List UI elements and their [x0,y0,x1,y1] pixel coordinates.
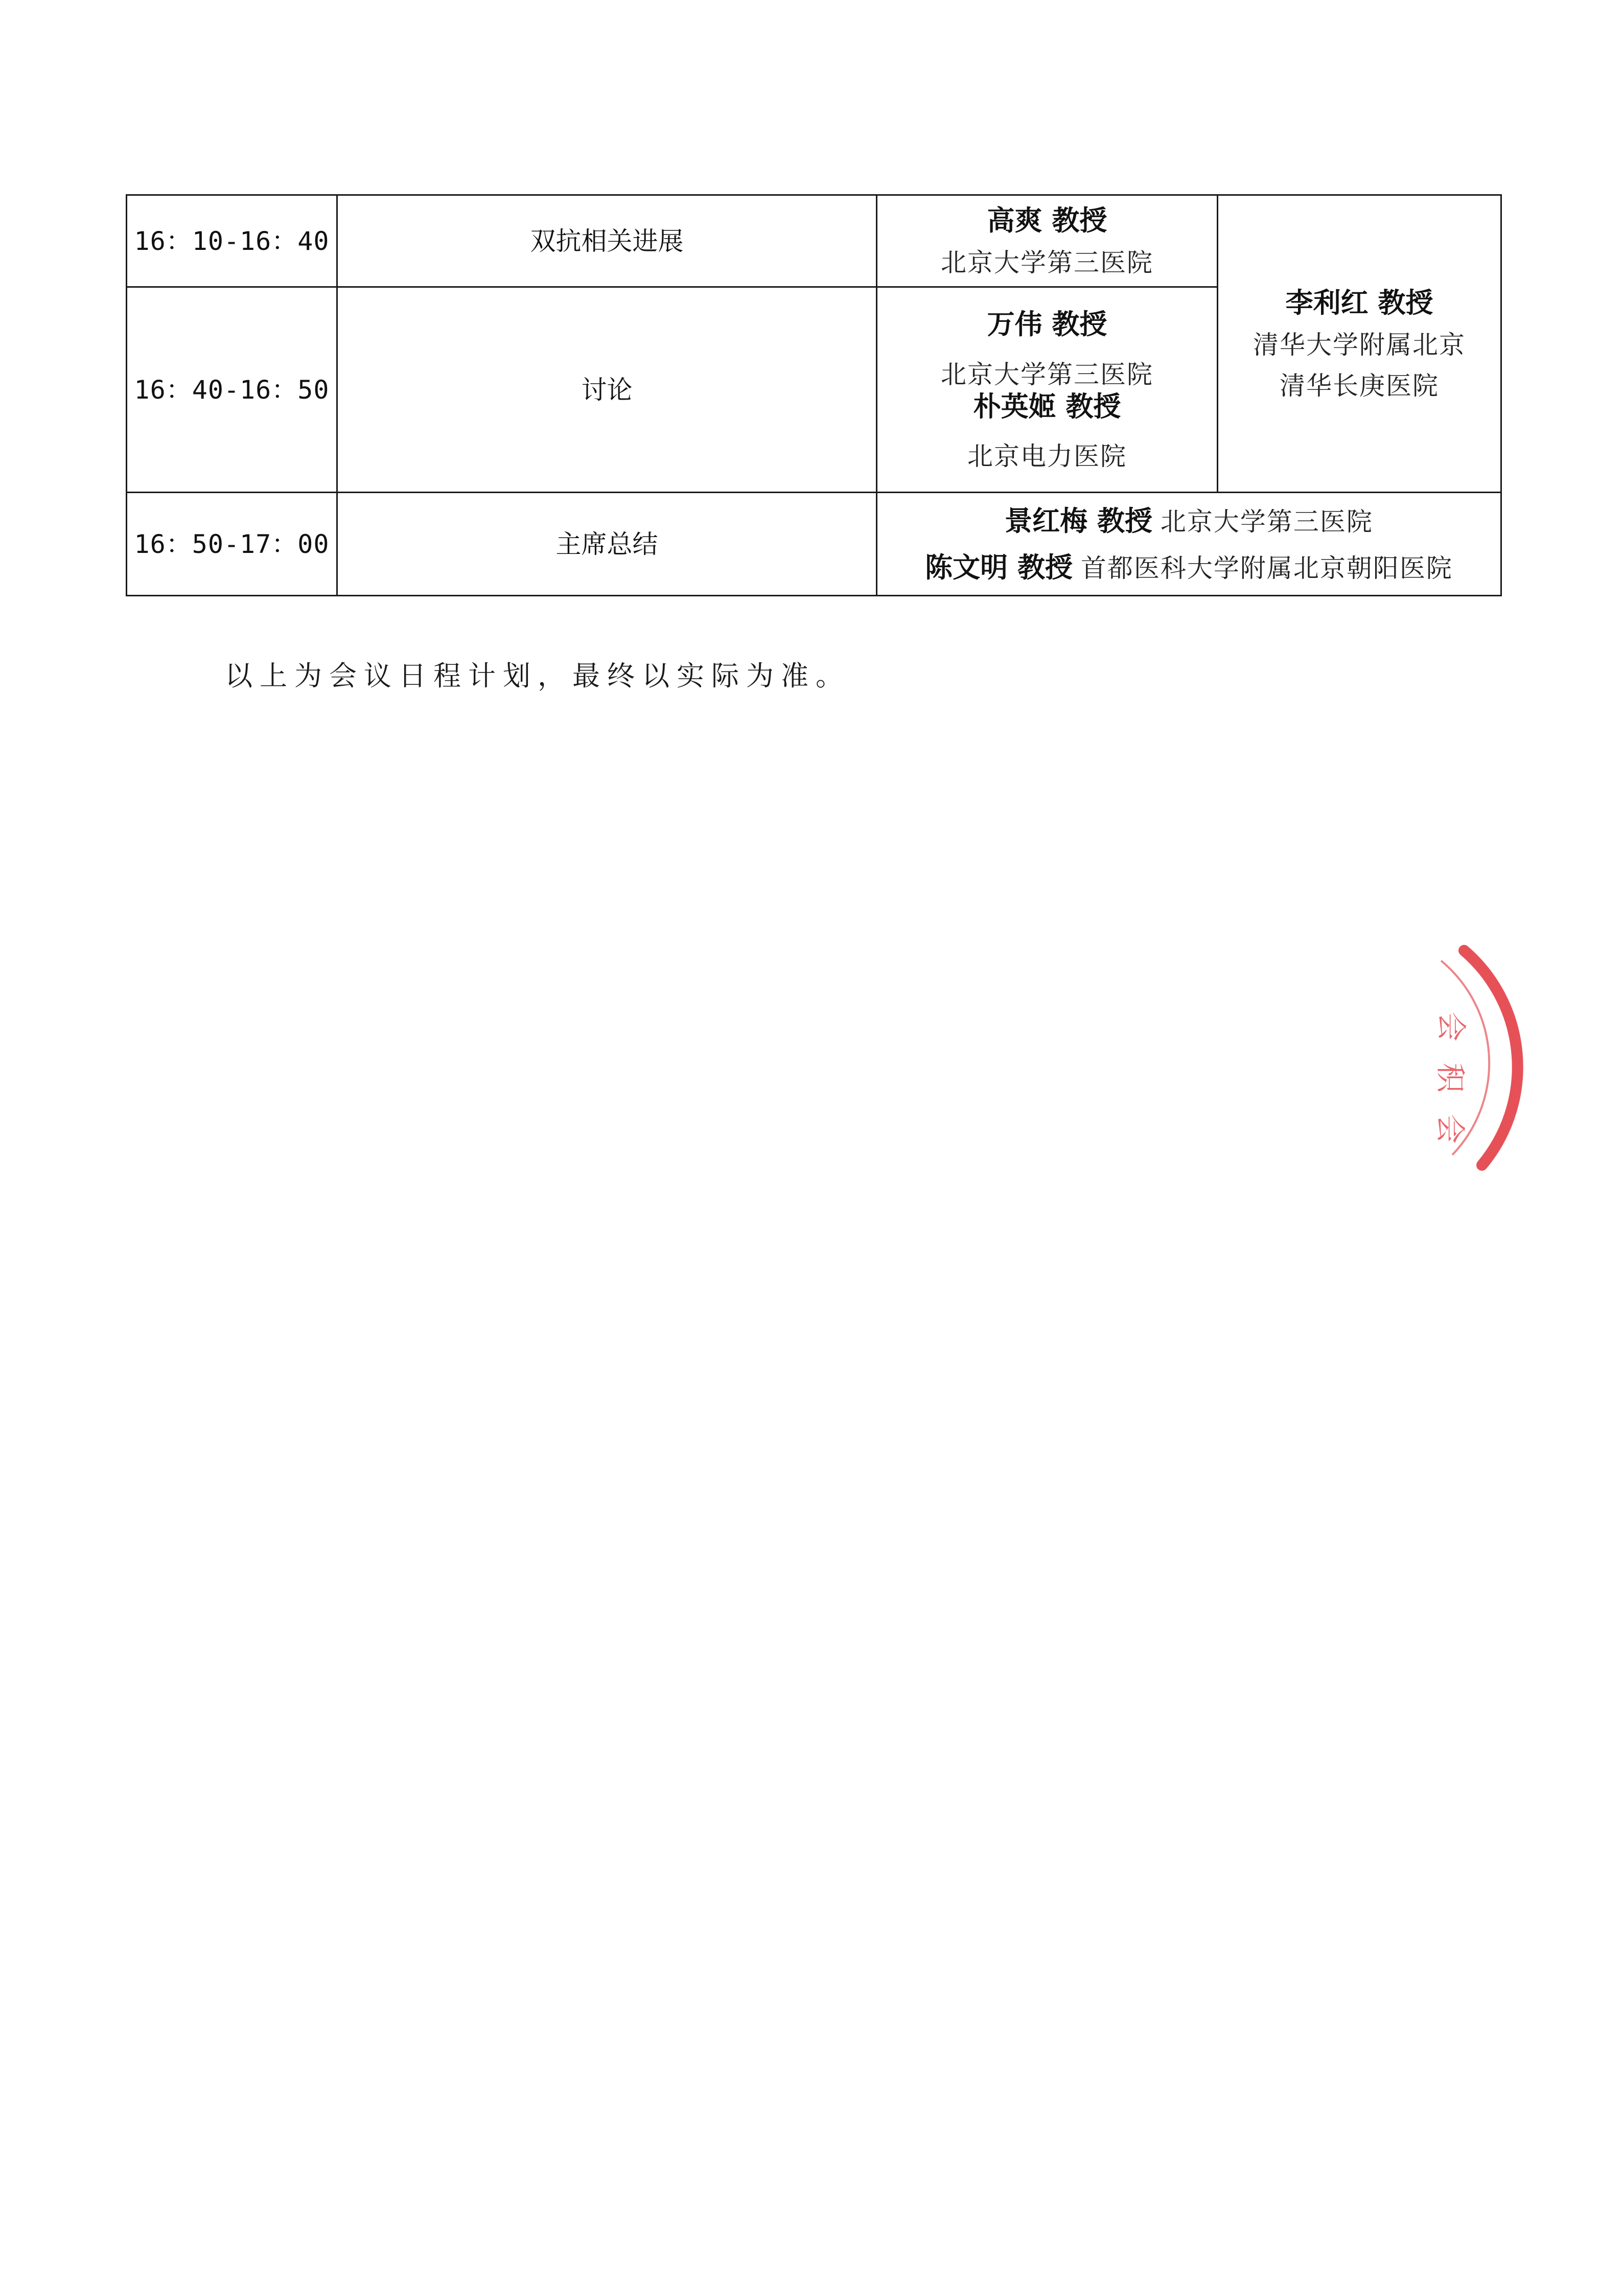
table-row [127,493,1501,596]
session-time: 16：10-16：40 [127,195,337,287]
chair-affiliation-line2: 清华长庚医院 [1280,370,1439,401]
speaker-name: 陈文明 教授 [925,550,1073,584]
session-topic: 双抗相关进展 [337,195,877,287]
summary-speaker-line [877,551,1500,584]
summary-speakers-cell [877,493,1501,596]
speaker-cell [877,195,1218,287]
speaker-name: 万伟 教授 [987,307,1107,340]
chair-affiliation-line1: 清华大学附属北京 [1253,330,1466,360]
speaker-affiliation: 北京大学第三医院 [941,359,1153,389]
schedule-table [126,194,1502,596]
schedule-note: 以上为会议日程计划，最终以实际为准。 [225,660,850,692]
session-time: 16：40-16：50 [127,287,337,493]
svg-text:会: 会 [1433,1114,1468,1144]
official-seal-stamp [1410,930,1623,1186]
svg-text:会: 会 [1434,1012,1469,1042]
svg-text:积: 积 [1433,1063,1468,1093]
speaker-name: 景红梅 教授 [1005,504,1152,537]
session-topic: 讨论 [337,287,877,493]
table-row [127,195,1501,287]
session-time: 16：50-17：00 [127,493,337,596]
chair-cell [1218,195,1501,493]
speaker-name: 高爽 教授 [987,204,1107,237]
speaker-cell [877,287,1218,493]
speaker-affiliation: 北京大学第三医院 [941,247,1153,277]
speaker-affiliation: 北京大学第三医院 [1160,506,1373,537]
session-topic: 主席总结 [337,493,877,596]
speaker-affiliation: 首都医科大学附属北京朝阳医院 [1080,553,1453,583]
speaker-affiliation: 北京电力医院 [967,442,1127,472]
summary-speaker-line [877,504,1500,538]
speaker-name: 朴英姬 教授 [973,389,1121,423]
chair-name: 李利红 教授 [1285,286,1433,319]
